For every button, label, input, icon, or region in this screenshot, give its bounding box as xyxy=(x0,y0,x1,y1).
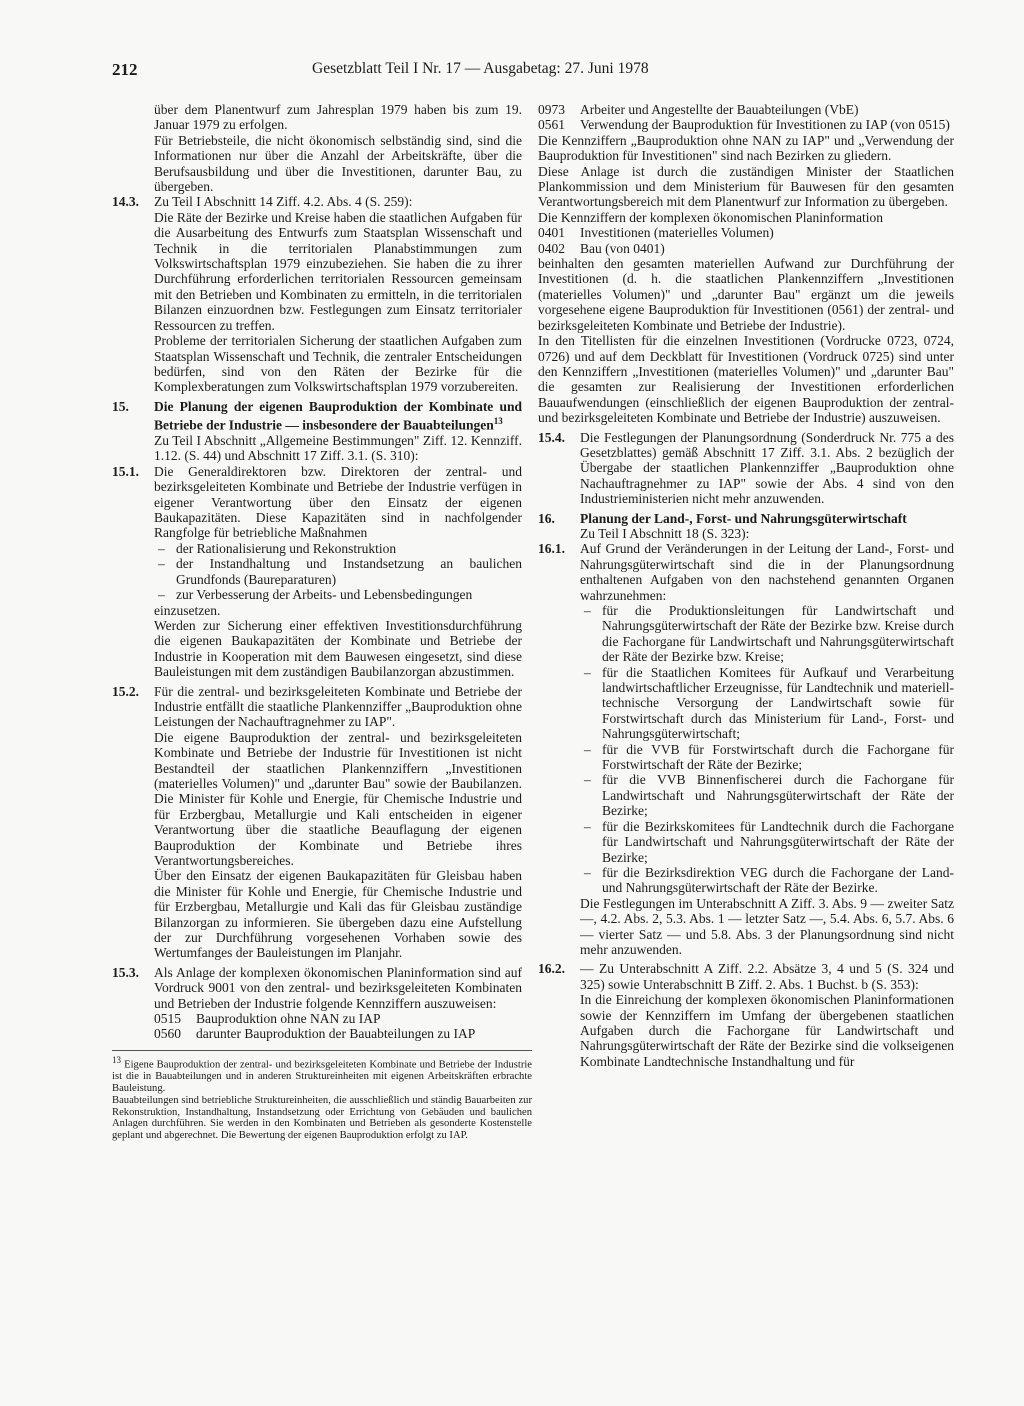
section-14-3 xyxy=(112,194,522,394)
right-column xyxy=(538,102,954,1069)
code-label: Investitionen (materielles Volumen) xyxy=(580,225,774,241)
paragraph: Die Kennziffern „Bauproduktion ohne NAN zu IAP" und „Verwendung der Bauproduktion für Investitionen" sind nach Bezirken zu gliedern. xyxy=(538,132,954,164)
paragraph: Die Festlegungen der Planungsordnung (Sonderdruck Nr. 775 a des Gesetzblattes) gemäß Abschnitt 17 Ziff. 3.1. Abs. 2 bezüglich der Übergabe der staatlichen Plankennziffer „Bauproduktion ohne Nachauftragnehmer zu IAP" sowie der Abs. 4 sind von den Industrieministerien nicht mehr anzuwenden. xyxy=(580,429,954,507)
code-row xyxy=(154,1011,522,1026)
list-item: – für die VVB Binnenfischerei durch die Fachorgane für Landwirtschaft und Nahrungsgüterwirtschaft der Räte der Bezirke; xyxy=(580,772,954,818)
code-label: Arbeiter und Angestellte der Bauabteilungen (VbE) xyxy=(580,102,859,117)
dash-list xyxy=(580,603,954,896)
paragraph: einzusetzen. xyxy=(154,602,221,618)
code-label: Bau (von 0401) xyxy=(580,240,665,256)
code-row xyxy=(538,241,954,256)
section-number: 15.4. xyxy=(538,429,565,445)
code-label: Bauproduktion ohne NAN zu IAP xyxy=(196,1011,381,1027)
paragraph: Die Kennziffern der komplexen ökonomischen Planinformation xyxy=(538,209,884,225)
intro-block xyxy=(112,102,522,194)
footnote-marker: 13 xyxy=(493,416,503,427)
paragraph: Die Generaldirektoren bzw. Direktoren der zentral- und bezirksgeleiteten Kombinate und Betriebe der Industrie verfügen in eigener Verantwortung über den Einsatz der eigenen Baukapazitäten. Diese Kapazitäten sind in nachfolgender Rangfolge für betriebliche Maßnahmen xyxy=(154,463,522,541)
list-item: – für die Staatlichen Komitees für Aufkauf und Verarbeitung landwirtschaftlicher Erzeugnisse, für Landtechnik und materiell-technische Versorgung der Landwirtschaft sowie für Forstwirtschaft durch das Ministerium für Land-, Forst- und Nahrungsgüterwirtschaft; xyxy=(580,665,954,742)
paragraph: Für Betriebsteile, die nicht ökonomisch selbständig sind, sind die Informationen nur über die Anzahl der Arbeitskräfte, über die Berufsausbildung und über die Investitionen, darunter Bau, zu übergeben. xyxy=(154,132,522,195)
code-number: 0561 xyxy=(538,117,565,133)
left-column xyxy=(112,102,532,1142)
code-label: darunter Bauproduktion der Bauabteilungen zu IAP xyxy=(196,1026,476,1042)
section-reference: Zu Teil I Abschnitt „Allgemeine Bestimmungen" Ziff. 12. Kennziff. 1.12. (S. 44) und Abschnitt 17 Ziff. 3.1. (S. 310): xyxy=(154,433,522,464)
code-number: 0515 xyxy=(154,1011,181,1027)
section-15 xyxy=(112,399,522,464)
list-item: – zur Verbesserung der Arbeits- und Lebensbedingungen xyxy=(154,587,522,602)
paragraph: Die eigene Bauproduktion der zentral- und bezirksgeleiteten Kombinate und Betriebe der Industrie für Investitionen ist nicht Bestandteil der staatlichen Plankennziffern „Investitionen (materielles Volumen)" und „darunter Bau" sowie der Baubilanzen. Die Minister für Kohle und Energie, für Chemische Industrie und für Erzbergbau, Metallurgie und Kali entscheiden in eigener Verantwortung über die staatliche Beauflagung der eigenen Bauproduktion der Kombinate und Betriebe ihres Verantwortungsbereiches. xyxy=(154,729,522,868)
code-label: Verwendung der Bauproduktion für Investitionen zu IAP (von 0515) xyxy=(580,117,950,133)
section-15-4 xyxy=(538,430,954,507)
section-15-3 xyxy=(112,965,522,1042)
list-item: – für die Bezirksdirektion VEG durch die Fachorgane der Land- und Nahrungsgüterwirtschaft der Räte der Bezirke. xyxy=(580,865,954,896)
code-number: 0401 xyxy=(538,225,565,241)
paragraph: Die Räte der Bezirke und Kreise haben die staatlichen Aufgaben für die Ausarbeitung des Entwurfs zum Staatsplan Wissenschaft und Technik in die territorialen Planabstimmungen zum Volkswirtschaftsplan 1979 einzubeziehen. Sie haben die zu ihrer Durchführung erforderlichen territorialen Ressourcen gemeinsam mit den Betrieben und Kombinaten zu ermitteln, in die territorialen Bilanzen einzuordnen bzw. Festlegungen zum Einsatz territorialer Ressourcen zu treffen. xyxy=(154,209,522,333)
code-row xyxy=(538,102,954,117)
code-number: 0560 xyxy=(154,1026,181,1042)
section-number: 15. xyxy=(112,398,129,414)
section-16-2 xyxy=(538,961,954,1069)
paragraph: Auf Grund der Veränderungen in der Leitung der Land-, Forst- und Nahrungsgüterwirtschaft sind die in der Planungsordnung enthaltenen Aufgaben von den nachstehend genannten Organen wahrzunehmen: xyxy=(580,541,954,603)
code-row xyxy=(538,225,954,240)
paragraph: — Zu Unterabschnitt A Ziff. 2.2. Absätze 3, 4 und 5 (S. 324 und 325) sowie Unterabschnitt B Ziff. 2. Abs. 1 Buchst. b (S. 353): xyxy=(580,961,954,992)
section-heading: Die Planung der eigenen Bauproduktion der Kombinate und Betriebe der Industrie — insbesondere der Bauabteilungen$^{13}$ xyxy=(154,398,522,433)
section-number: 15.3. xyxy=(112,964,139,980)
section-16 xyxy=(538,511,954,542)
paragraph: In die Einreichung der komplexen ökonomischen Planinformationen sowie der Kennziffern im Umfang der übergebenen staatlichen Aufgaben durch die Fachorgane für Landwirtschaft und Nahrungsgüterwirtschaft der Räte der Bezirke sind die volkseigenen Kombinate Landtechnische Instandhaltung und für xyxy=(580,992,954,1069)
code-row xyxy=(154,1026,522,1041)
list-item: – der Rationalisierung und Rekonstruktion xyxy=(154,541,522,556)
footnote-text: Bauabteilungen sind betriebliche Struktureinheiten, die ausschließlich und ständig Bauarbeiten zur Rekonstruktion, Instandhaltung, Instandsetzung oder Errichtung von Gebäuden und baulichen Anlagen durchführen. Sie werden in den Kombinaten und Betrieben als gesonderte Kostenstelle geplant und abgerechnet. Die Bewertung der eigenen Bauproduktion erfolgt zu IAP. xyxy=(112,1094,532,1142)
list-item: – für die Produktionsleitungen für Landwirtschaft und Nahrungsgüterwirtschaft der Räte der Bezirke bzw. Kreise durch die Fachorgane für Landwirtschaft und Nahrungsgüterwirtschaft der Räte der Bezirke bzw. Kreise; xyxy=(580,603,954,665)
list-item: – für die Bezirkskomitees für Landtechnik durch die Fachorgane für Landwirtschaft und Nahrungsgüterwirtschaft der Räte der Bezirke; xyxy=(580,819,954,865)
paragraph: In den Titellisten für die einzelnen Investitionen (Vordrucke 0723, 0724, 0726) und auf dem Deckblatt für Investitionen (Vordruck 0725) sind unter den Kennziffern „Investitionen (materielles Volumen)" und „darunter Bau" die gesamten zur Realisierung der Investitionen erforderlichen Bauaufwendungen (einschließlich der eigenen Bauproduktion der zentral- und bezirksgeleiteten Kombinate und Betriebe der Industrie) auszuweisen. xyxy=(538,333,954,426)
section-number: 16.1. xyxy=(538,541,565,557)
section-number: 16.2. xyxy=(538,961,565,977)
section-number: 15.1. xyxy=(112,463,139,479)
list-item: – für die VVB für Forstwirtschaft durch die Fachorgane für Forstwirtschaft der Räte der Bezirke; xyxy=(580,742,954,773)
section-reference: Zu Teil I Abschnitt 18 (S. 323): xyxy=(580,525,750,541)
page-number: 212 xyxy=(112,60,138,79)
dash-list xyxy=(154,541,522,603)
paragraph: Als Anlage der komplexen ökonomischen Planinformation sind auf Vordruck 9001 von den zentral- und bezirksgeleiteten Kombinaten und Betrieben der Industrie folgende Kennziffern auszuweisen: xyxy=(154,964,522,1011)
section-16-1 xyxy=(538,541,954,957)
paragraph: Probleme der territorialen Sicherung der staatlichen Aufgaben zum Staatsplan Wissenschaft und Technik, die zentraler Entscheidungen bedürfen, sind von den Räten der Bezirke für die Komplexberatungen zum Volkswirtschaftsplan 1979 vorzubereiten. xyxy=(154,333,522,395)
page-header xyxy=(112,60,912,88)
paragraph: beinhalten den gesamten materiellen Aufwand zur Durchführung der Investitionen (d. h. die staatlichen Plankennziffern „Investitionen (materielles Volumen)" und „darunter Bau" ergänzt um die jeweils vorgesehene eigene Bauproduktion für Investitionen (0561) der zentral- und bezirksgeleiteten Kombinate und Betriebe der Industrie). xyxy=(538,256,954,333)
paragraph: Diese Anlage ist durch die zuständigen Minister der Staatlichen Plankommission und dem Ministerium für Bauwesen für den gesamten Verantwortungsbereich mit dem Planentwurf zur Information zu übergeben. xyxy=(538,163,954,210)
running-title: Gesetzblatt Teil I Nr. 17 — Ausgabetag: 27. Juni 1978 xyxy=(312,60,649,77)
paragraph: Über den Einsatz der eigenen Baukapazitäten für Gleisbau haben die Minister für Kohle und Energie, für Chemische Industrie und für Erzbergbau, Metallurgie und Kali das für Gleisbau zuständige Bilanzorgan zu informieren. Sie übergeben dazu eine Aufstellung der zur Durchführung vorgesehenen Vorhaben sowie des Wertumfanges der Bauleistungen im Planjahr. xyxy=(154,868,522,961)
paragraph: Die Festlegungen im Unterabschnitt A Ziff. 3. Abs. 9 — zweiter Satz —, 4.2. Abs. 2, 5.3. Abs. 1 — letzter Satz —, 5.4. Abs. 6, 5.7. Abs. 6 — vierter Satz — und 5.8. Abs. 3 der Planungsordnung sind nicht mehr anzuwenden. xyxy=(580,895,954,957)
paragraph: Werden zur Sicherung einer effektiven Investitionsdurchführung die eigenen Baukapazitäten der Kombinate und Betriebe der Industrie in Kooperation mit dem Bauwesen eingesetzt, sind diese Bauleistungen mit dem zuständigen Baubilanzorgan abzustimmen. xyxy=(154,617,522,680)
paragraph: Für die zentral- und bezirksgeleiteten Kombinate und Betriebe der Industrie entfällt die staatliche Plankennziffer „Bauproduktion ohne Leistungen der Nachauftragnehmer zu IAP". xyxy=(154,683,522,730)
section-number: 14.3. xyxy=(112,194,139,210)
paragraph: über dem Planentwurf zum Jahresplan 1979 haben bis zum 19. Januar 1979 zu erfolgen. xyxy=(154,102,522,133)
footnote-marker: 13 xyxy=(112,1054,121,1065)
section-heading: Planung der Land-, Forst- und Nahrungsgüterwirtschaft xyxy=(580,510,907,526)
footnote-text: $^{13}$ Eigene Bauproduktion der zentral- und bezirksgeleiteten Kombinate und Betriebe der Industrie ist die in Bauabteilungen und in anderen Struktureinheiten mit eigenen Arbeitskräften erbrachte Bauleistung. xyxy=(112,1054,532,1094)
list-item: – der Instandhaltung und Instandsetzung an baulichen Grundfonds (Baureparaturen) xyxy=(154,556,522,587)
code-row xyxy=(538,117,954,132)
code-number: 0402 xyxy=(538,240,565,256)
section-number: 15.2. xyxy=(112,683,139,699)
footnote xyxy=(112,1050,532,1142)
section-number: 16. xyxy=(538,510,555,526)
code-number: 0973 xyxy=(538,102,565,117)
section-15-2 xyxy=(112,684,522,961)
section-15-1 xyxy=(112,464,522,680)
section-reference: Zu Teil I Abschnitt 14 Ziff. 4.2. Abs. 4 (S. 259): xyxy=(154,194,413,210)
